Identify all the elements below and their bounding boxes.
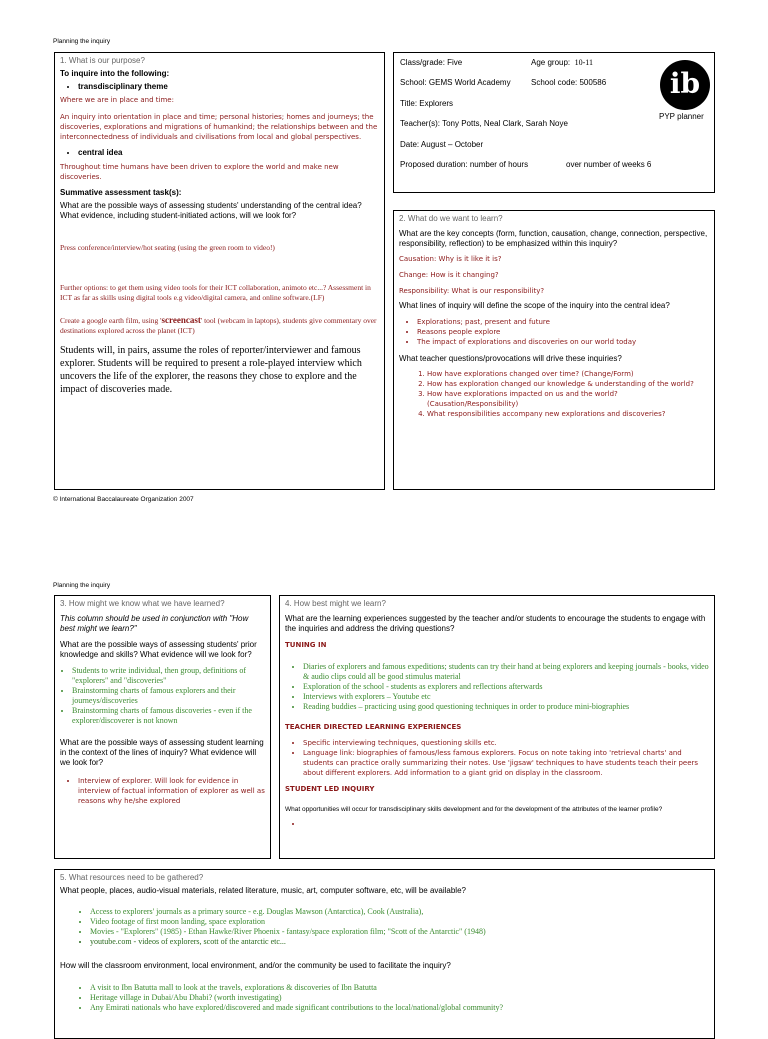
- know-q2: What are the possible ways of assessing student learning in the context of the lines of inquiry? What evidence will we look for?: [60, 738, 264, 767]
- copyright-footer: © International Baccalaureate Organization 2007: [53, 496, 194, 503]
- teacher-question: 1. How have explorations changed over time? (Change/Form): [427, 369, 709, 379]
- summative-title: Summative assessment task(s):: [60, 188, 182, 197]
- know-box: [54, 595, 271, 859]
- task-1: Press conference/interview/hot seating (using the green room to video!): [60, 243, 275, 252]
- pyp-planner-label: PYP planner: [659, 112, 704, 121]
- line-of-inquiry: • Reasons people explore: [417, 327, 709, 337]
- line-of-inquiry: • Explorations; past, present and future: [417, 317, 709, 327]
- purpose-box: [54, 52, 385, 490]
- prior-knowledge-item: • Students to write individual, then group, definitions of "explorers" and "discoveries": [72, 666, 265, 686]
- school-name: School: GEMS World Academy: [400, 78, 511, 87]
- tuning-item: • Reading buddies – practicing using good questioning techniques in order to produce mini-biographies: [303, 702, 709, 712]
- age-group: Age group: 10-11: [531, 58, 593, 67]
- teacher-directed-title: TEACHER DIRECTED LEARNING EXPERIENCES: [285, 723, 462, 731]
- concept-change: Change: How is it changing?: [399, 271, 499, 279]
- tuning-item: • Exploration of the school - students as explorers and reflections afterwards: [303, 682, 709, 692]
- best-q1: What are the learning experiences suggested by the teacher and/or students to encourage the students to engage with the inquiries and address the driving questions?: [285, 614, 706, 633]
- learn-q3: What teacher questions/provocations will drive these inquiries?: [399, 354, 622, 363]
- community-item: • A visit to Ibn Batutta mall to look at the travels, explorations & discoveries of Ibn Batutta: [90, 983, 709, 993]
- date: Date: August – October: [400, 140, 484, 149]
- weeks: over number of weeks 6: [566, 160, 652, 169]
- resources-q2: How will the classroom environment, local environment, and/or the community be used to facilitate the inquiry?: [60, 961, 451, 970]
- best-title: 4. How best might we learn?: [285, 599, 386, 608]
- theme-label: • transdisciplinary theme: [78, 82, 379, 92]
- learn-q2: What lines of inquiry will define the scope of the inquiry into the central idea?: [399, 301, 670, 310]
- resource-item: • Access to explorers' journals as a primary source - e.g. Douglas Mawson (Antarctica), Cook (Australia),: [90, 907, 709, 917]
- teacher-question: 3. How have explorations impacted on us and the world? (Causation/Responsibility): [427, 389, 709, 409]
- assessment-item: • Interview of explorer. Will look for evidence in interview of factual information of explorer as well as reasons why he/she explored: [78, 776, 265, 806]
- purpose-title: 1. What is our purpose?: [60, 56, 145, 65]
- ib-logo: ib: [660, 60, 710, 110]
- teachers: Teacher(s): Tony Potts, Neal Clark, Sarah Noye: [400, 119, 568, 128]
- line-of-inquiry: • The impact of explorations and discoveries on our world today: [417, 337, 709, 347]
- theme-text: An inquiry into orientation in place and time; personal histories; homes and journeys; the discoveries, explorations and migrations of humankind; the relationships between and the interconnectedness of individuals and civilisations from local and global perspectives.: [60, 113, 378, 141]
- task-4: Students will, in pairs, assume the roles of reporter/interviewer and famous explorer. Students will be required to present a role-played interview which uncovers the life of the explorer, the reasons they chose to explore and the impact of discoveries made.: [60, 345, 362, 395]
- tuning-item: • Interviews with explorers – Youtube etc: [303, 692, 709, 702]
- central-label: • central idea: [78, 148, 379, 158]
- teacher-question: 4. What responsibilities accompany new explorations and discoveries?: [427, 409, 709, 419]
- prior-knowledge-item: • Brainstorming charts of famous discoveries - even if the explorer/discoverer is not known: [72, 706, 265, 726]
- teacher-directed-item: • Language link: biographies of famous/less famous explorers. Focus on note taking into 'retrieval charts' and students can practice orally summarizing their notes. Use 'jigsaw' techniques to have students teach their peers about different explorers. Add information to a giant grid on display in the classroom.: [303, 748, 709, 778]
- best-box: [279, 595, 715, 859]
- know-note: This column should be used in conjunction with "How best might we learn?": [60, 614, 249, 633]
- learn-title: 2. What do we want to learn?: [399, 214, 503, 223]
- unit-title: Title: Explorers: [400, 99, 454, 108]
- purpose-intro: To inquire into the following:: [60, 69, 170, 78]
- learn-q1: What are the key concepts (form, function, causation, change, connection, perspective, responsibility, reflection) to be emphasized within this inquiry?: [399, 229, 708, 248]
- school-code: School code: 500586: [531, 78, 607, 87]
- resources-box: [54, 869, 715, 1039]
- resource-item: • Video footage of first moon landing, space exploration: [90, 917, 709, 927]
- student-led-title: STUDENT LED INQUIRY: [285, 785, 375, 793]
- task-2: Further options: to get them using video tools for their ICT collaboration, animoto etc...? Assessment in ICT as far as skills using digital tools e.g video/digital camera, and online software.(LF): [60, 283, 371, 302]
- teacher-question: 2. How has exploration changed our knowledge & understanding of the world?: [427, 379, 709, 389]
- resource-item: • Movies - "Explorers" (1985) - Ethan Hawke/River Phoenix - fantasy/space exploration film; "Scott of the Antarctic" (1948): [90, 927, 709, 937]
- page2-header: Planning the inquiry: [53, 582, 111, 589]
- concept-causation: Causation: Why is it like it is?: [399, 255, 502, 263]
- know-title: 3. How might we know what we have learned?: [60, 599, 225, 608]
- tuning-in-title: TUNING IN: [285, 641, 327, 649]
- class-grade: Class/grade: Five: [400, 58, 463, 67]
- page1-header: Planning the inquiry: [53, 38, 111, 45]
- know-q1: What are the possible ways of assessing students' prior knowledge and skills? What evidence will we look for?: [60, 640, 257, 659]
- learn-box: [393, 210, 715, 490]
- resources-q1: What people, places, audio-visual materials, related literature, music, art, computer software, etc, will be available?: [60, 886, 466, 895]
- student-led-item: [303, 819, 709, 829]
- teacher-directed-item: • Specific interviewing techniques, questioning skills etc.: [303, 738, 709, 748]
- tuning-item: • Diaries of explorers and famous expeditions; students can try their hand at being explorers and keeping journals - books, video & audio clips could all be good stimulus material: [303, 662, 709, 682]
- central-text: Throughout time humans have been driven to explore the world and make new discoveries.: [60, 163, 339, 181]
- resources-title: 5. What resources need to be gathered?: [60, 873, 204, 882]
- task-3: Create a google earth film, using 'screencast' tool (webcam in laptops), students give commentary over destinations explored across the planet (ICT): [60, 315, 377, 335]
- theme-name: Where we are in place and time:: [60, 96, 174, 104]
- duration: Proposed duration: number of hours: [400, 160, 529, 169]
- community-item: • Heritage village in Dubai/Abu Dhabi? (worth investigating): [90, 993, 709, 1003]
- concept-responsibility: Responsibility: What is our responsibility?: [399, 287, 545, 295]
- summative-question: What are the possible ways of assessing students' understanding of the central idea? What evidence, including student-initiated actions, will we look for?: [60, 201, 362, 220]
- community-item: • Any Emirati nationals who have explored/discovered and made significant contributions to the local/national/global community?: [90, 1003, 709, 1013]
- prior-knowledge-item: • Brainstorming charts of famous explorers and their journeys/discoveries: [72, 686, 265, 706]
- resource-item: • youtube.com - videos of explorers, scott of the antarctic etc...: [90, 937, 709, 947]
- best-q2: What opportunities will occur for transdisciplinary skills development and for the development of the attributes of the learner profile?: [285, 806, 663, 813]
